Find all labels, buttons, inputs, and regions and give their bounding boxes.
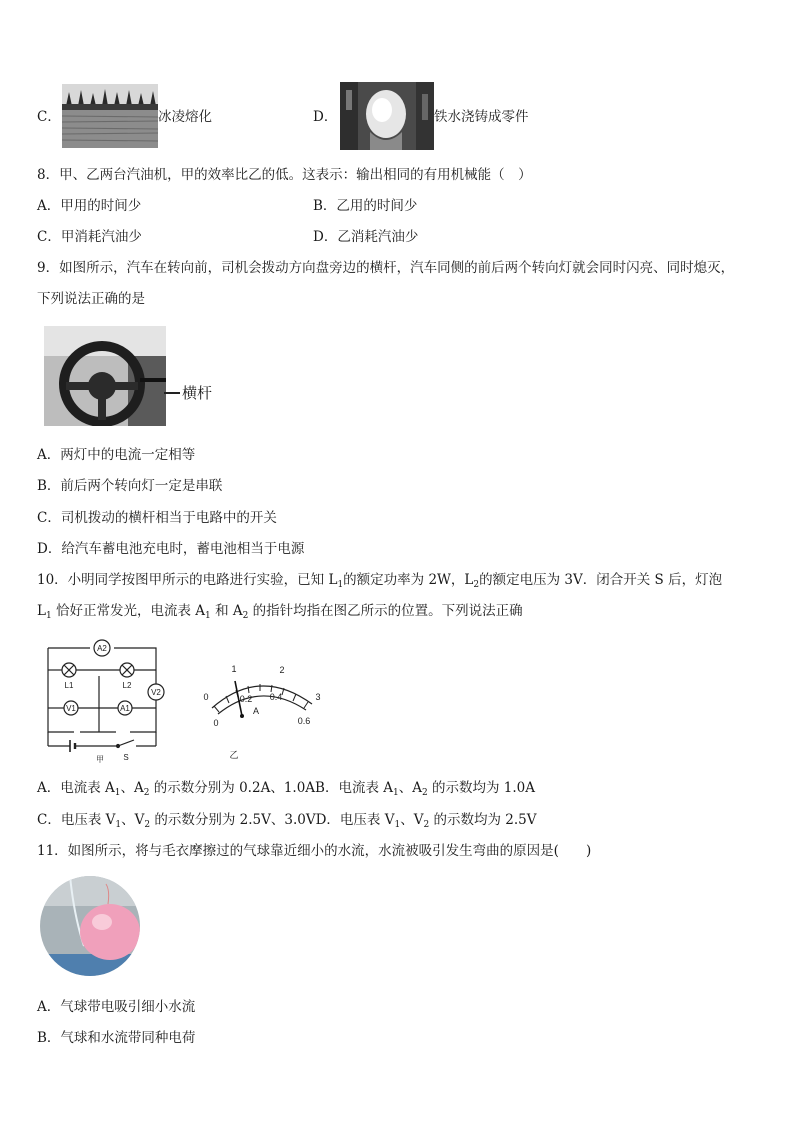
top-scale-2: 2 [279,665,285,675]
bottom-scale-0: 0 [213,718,219,728]
bottom-scale-0.2: 0.2 [239,694,253,704]
ice-melting-photo [62,84,158,148]
lamp-l1-label: L1 [64,681,74,690]
lever-label: 横杆 [182,384,213,402]
top-scale-0: 0 [203,692,209,702]
balloon-water-photo [40,876,140,976]
q8-option-d: D．乙消耗汽油少 [313,229,419,245]
bottom-scale-0.6: 0.6 [297,716,311,726]
q10-stem-line2: $L_1$ 恰好正常发光，电流表 $A_1$ 和 $A_2$ 的指针均指在图乙所示的位置。下列说法正确 [37,603,523,621]
voltmeter-v1-label: V1 [66,704,76,713]
q10-options-ab: A．电流表 $A_1$、$A_2$ 的示数分别为 0.2A、1.0AB．电流表 $A_1$、$A_2$ 的示数均为 1.0A [37,780,536,798]
meter-caption: 乙 [229,750,239,760]
circuit-caption: 甲 [96,755,104,764]
q9-option-c: C．司机拨动的横杆相当于电路中的开关 [37,510,277,526]
bottom-scale-0.4: 0.4 [269,692,283,702]
voltmeter-v2-label: V2 [151,688,161,697]
q7-option-d-letter: D． [313,109,338,125]
q8-stem: 8．甲、乙两台汽油机，甲的效率比乙的低。这表示：输出相同的有用机械能（ ） [37,167,532,183]
q7-option-c-text: 冰凌熔化 [158,109,212,125]
steering-wheel-photo [44,326,166,426]
top-scale-3: 3 [315,692,321,702]
top-scale-1: 1 [231,664,237,674]
ammeter-dial [190,656,330,766]
q7-option-c-letter: C． [37,109,61,125]
ammeter-a1-label: A1 [120,704,130,713]
q11-option-a: A．气球带电吸引细小水流 [37,999,196,1015]
q8-option-c: C．甲消耗汽油少 [37,229,142,245]
meter-unit: A [252,706,260,716]
q11-stem: 11．如图所示，将与毛衣摩擦过的气球靠近细小的水流，水流被吸引发生弯曲的原因是( ) [37,843,592,859]
ammeter-a2-label: A2 [97,644,107,653]
q11-option-b: B．气球和水流带同种电荷 [37,1030,196,1046]
q7-option-d-text: 铁水浇铸成零件 [434,109,529,125]
switch-s-label: S [123,753,129,762]
q10-options-cd: C．电压表 $V_1$、$V_2$ 的示数分别为 2.5V、3.0VD．电压表 $V_1$、$V_2$ 的示数均为 2.5V [37,812,537,830]
q9-option-b: B．前后两个转向灯一定是串联 [37,478,223,494]
q9-option-a: A．两灯中的电流一定相等 [37,447,196,463]
molten-iron-casting-photo [340,82,434,150]
q9-stem-line1: 9．如图所示，汽车在转向前，司机会拨动方向盘旁边的横杆，汽车同侧的前后两个转向灯就会同时闪亮、同时熄灭， [37,260,735,276]
lever-pointer-line [164,392,180,394]
lamp-l2-label: L2 [122,681,132,690]
q8-option-a: A．甲用的时间少 [37,198,142,214]
circuit-diagram [40,636,180,766]
q9-option-d: D．给汽车蓄电池充电时，蓄电池相当于电源 [37,541,305,557]
q10-stem-line1: 10．小明同学按图甲所示的电路进行实验，已知 $L_1$的额定功率为 2W，$L_2$的额定电压为 3V．闭合开关 S 后，灯泡 [37,572,723,590]
q9-stem-line2: 下列说法正确的是 [37,291,145,307]
q8-option-b: B．乙用的时间少 [313,198,418,214]
